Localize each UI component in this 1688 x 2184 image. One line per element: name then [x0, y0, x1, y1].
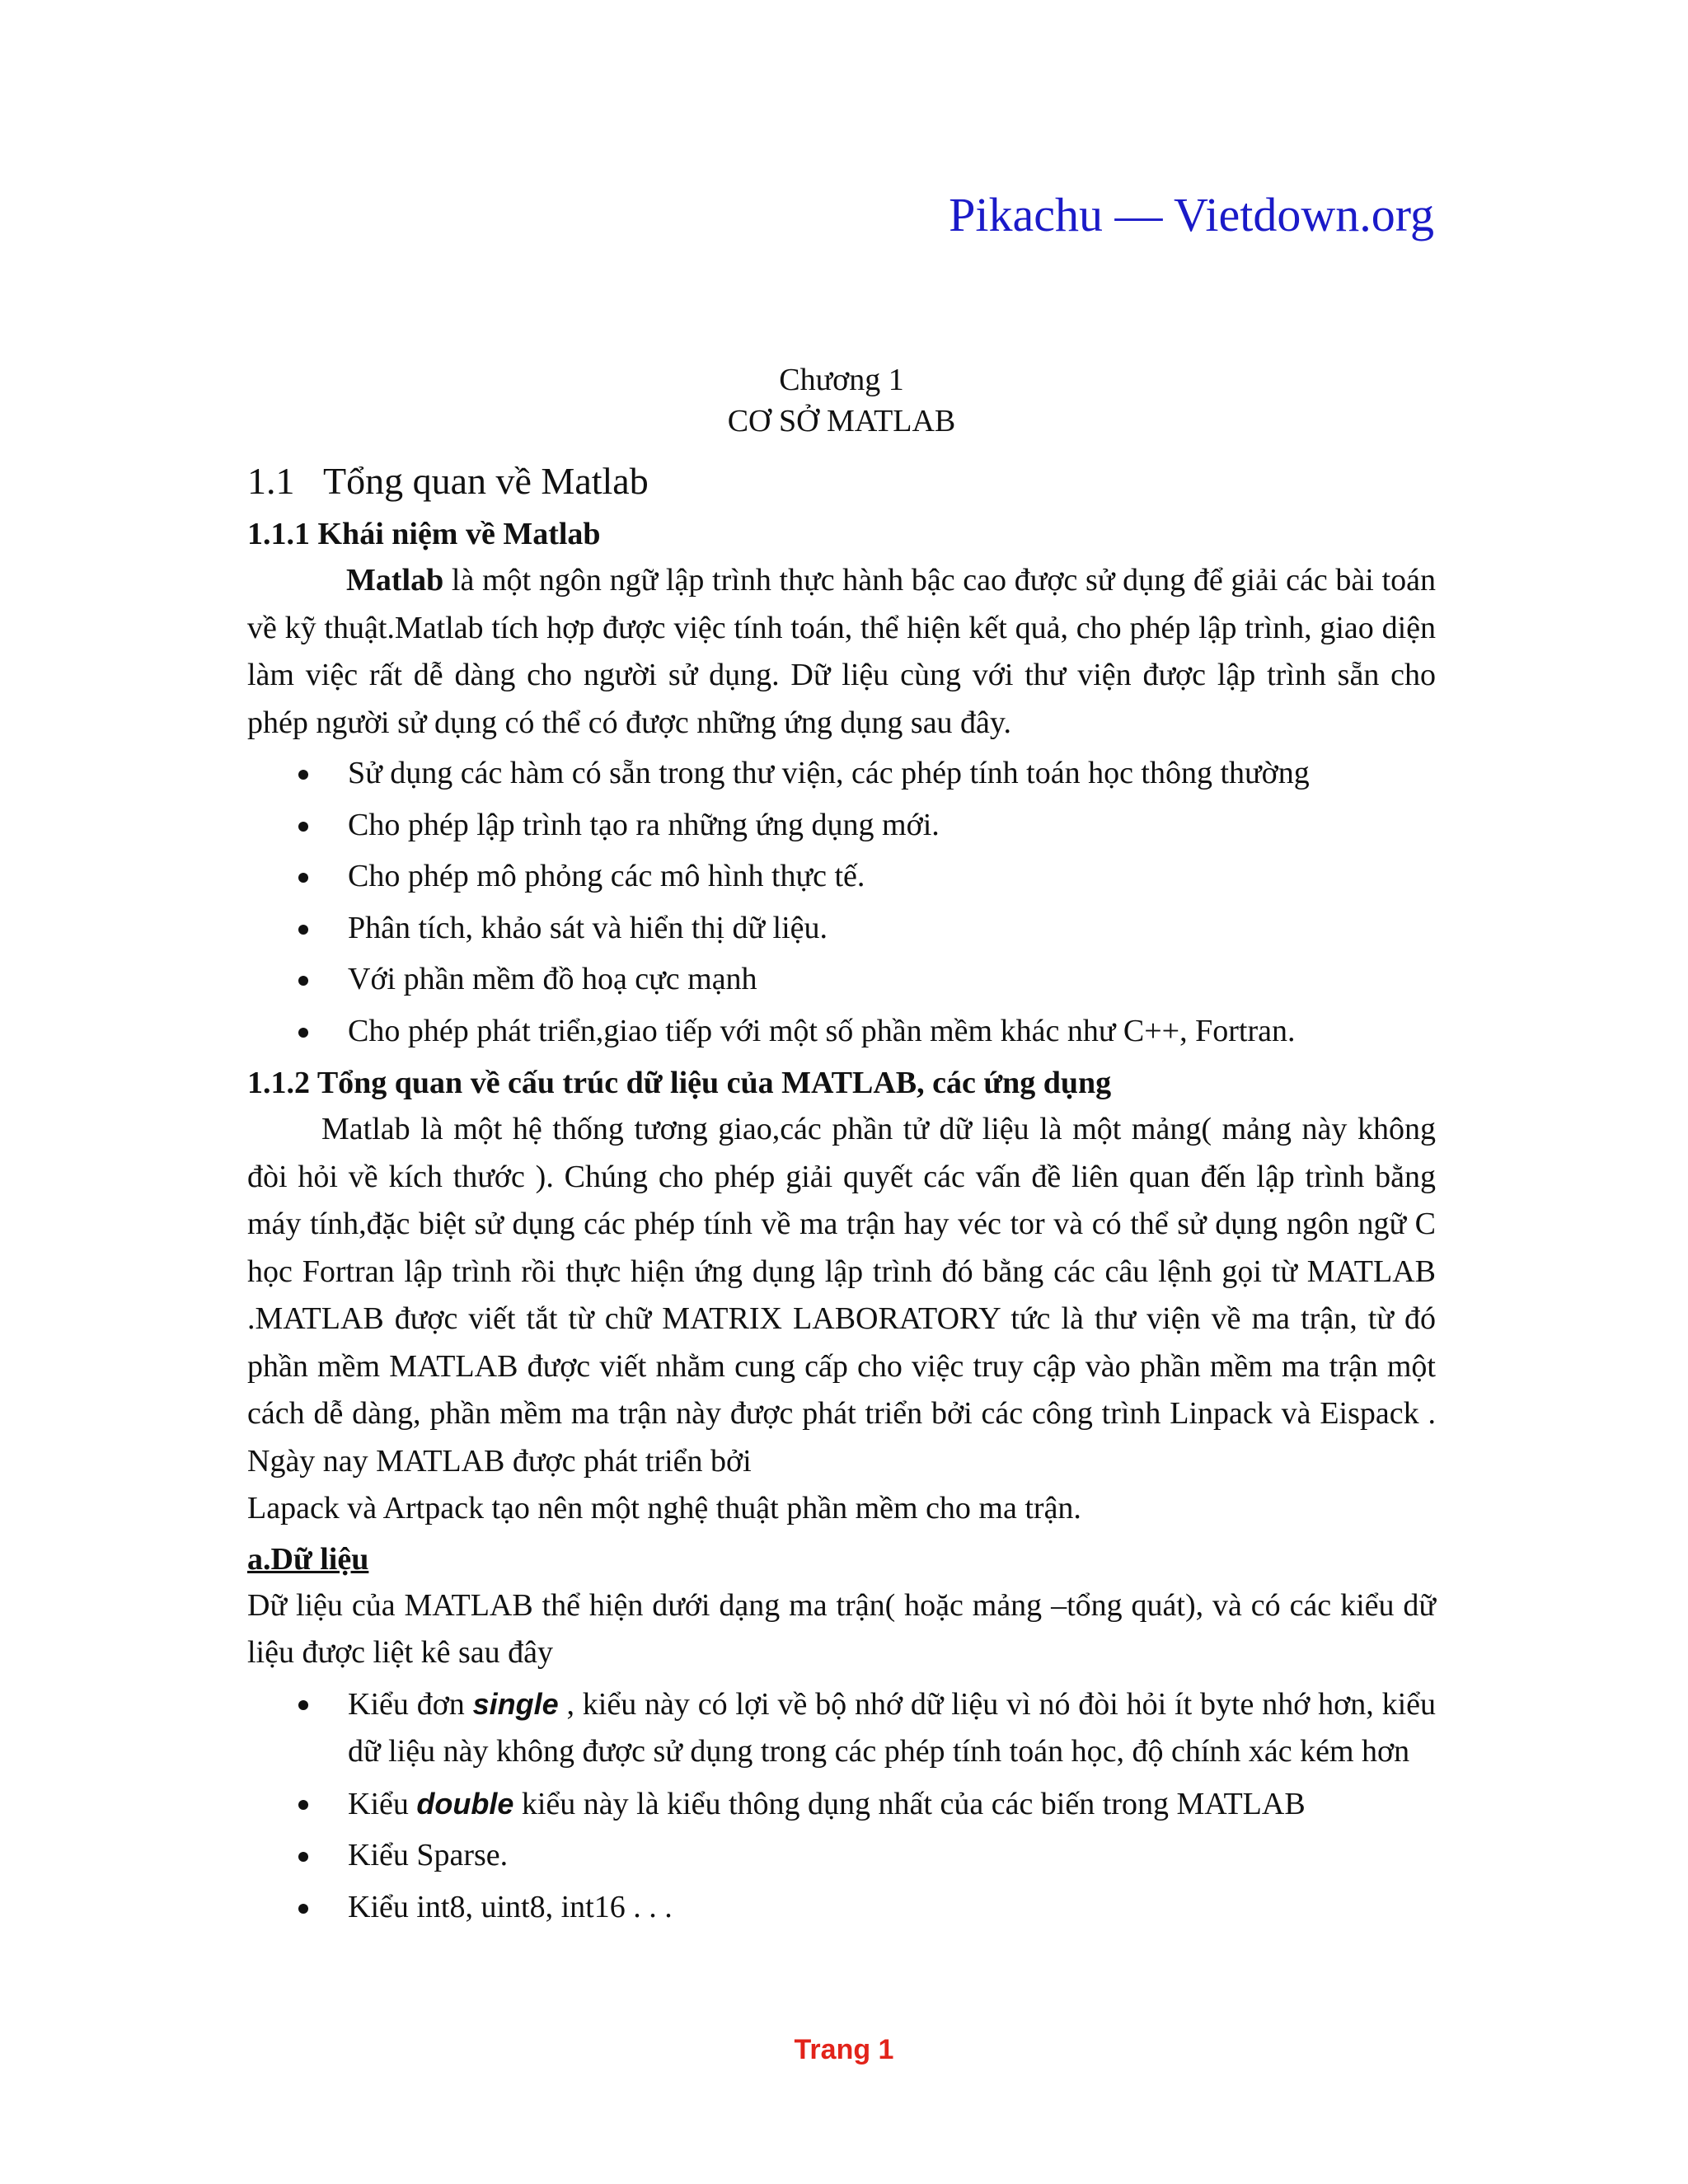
list-item-text: Kiểu đơn	[348, 1686, 473, 1722]
section-number: 1.1	[247, 460, 295, 502]
list-item	[247, 1884, 1436, 1932]
intro-bold-term: Matlab	[346, 563, 444, 598]
bullet-icon	[298, 770, 308, 780]
list-item-text: Phân tích, khảo sát và hiển thị dữ liệu.	[348, 910, 828, 945]
data-types-list	[247, 1680, 1436, 1932]
list-item-text: Kiểu int8, uint8, int16 . . .	[348, 1889, 673, 1924]
list-item-text: Kiểu	[348, 1786, 417, 1821]
list-item	[247, 1832, 1436, 1880]
bullet-icon	[298, 1852, 308, 1862]
list-item	[247, 956, 1436, 1004]
section-heading-1-1	[247, 457, 1436, 506]
bullet-icon	[298, 1904, 308, 1914]
list-item-text: Cho phép mô phỏng các mô hình thực tế.	[348, 859, 865, 893]
list-item	[247, 1680, 1436, 1776]
page-number: Trang 1	[794, 2034, 894, 2065]
data-subheading: a.Dữ liệu	[247, 1541, 369, 1577]
list-item	[247, 802, 1436, 850]
bullet-icon	[298, 873, 308, 883]
type-keyword: double	[416, 1786, 514, 1821]
intro-text: là một ngôn ngữ lập trình thực hành bậc cao được sử dụng để giải các bài toán về kỹ thuật.Matlab tích hợp được việc tính toán, thể hiện kết quả, cho phép lập trình, giao diện làm việc rất dễ dàng cho người sử dụng. Dữ liệu cùng với thư viện được lập trình sẵn cho phép người sử dụng có thể có được những ứng dụng sau đây.	[247, 563, 1436, 740]
list-item-text: kiểu này là kiểu thông dụng nhất của các biến trong MATLAB	[513, 1786, 1306, 1821]
page-content	[247, 359, 1436, 1935]
data-paragraph: Dữ liệu của MATLAB thể hiện dưới dạng ma trận( hoặc mảng –tổng quát), và có các kiểu dữ liệu được liệt kê sau đây	[247, 1587, 1436, 1670]
features-list	[247, 750, 1436, 1055]
list-item-text: , kiểu này có lợi về bộ nhớ dữ liệu vì nó đòi hỏi ít byte nhớ hơn, kiểu dữ liệu này không được sử dụng trong các phép tính toán học, độ chính xác kém hơn	[348, 1686, 1436, 1769]
bullet-icon	[298, 925, 308, 935]
bullet-icon	[298, 1028, 308, 1038]
chapter-number: Chương 1	[779, 363, 904, 397]
bullet-icon	[298, 822, 308, 832]
structure-paragraph: Matlab là một hệ thống tương giao,các phần tử dữ liệu là một mảng( mảng này không đòi hỏi về kích thước ). Chúng cho phép giải quyết các vấn đề liên quan đến lập trình bằng máy tính,đặc biệt sử dụng các phép tính về ma trận hay véc tor và có thể sử dụng ngôn ngữ C học Fortran lập trình rồi thực hiện ứng dụng lập trình đó bằng các câu lệnh gọi từ MATLAB .MATLAB được viết tắt từ chữ MATRIX LABORATORY tức là thư viện về ma trận, từ đó phần mềm MATLAB được viết nhằm cung cấp cho việc truy cập vào phần mềm ma trận một cách dễ dàng, phần mềm ma trận này được phát triển bởi các công trình Linpack và Eispack . Ngày nay MATLAB được phát triển bởi	[247, 1112, 1436, 1479]
list-item-text: Cho phép lập trình tạo ra những ứng dụng mới.	[348, 807, 940, 842]
intro-paragraph	[247, 557, 1436, 747]
bullet-icon	[298, 976, 308, 986]
list-item-text: Sử dụng các hàm có sẵn trong thư viện, các phép tính toán học thông thường	[348, 756, 1310, 790]
bullet-icon	[298, 1700, 308, 1710]
list-item	[247, 905, 1436, 953]
list-item-text: Cho phép phát triển,giao tiếp với một số phần mềm khác như C++, Fortran.	[348, 1013, 1296, 1048]
list-item	[247, 1780, 1436, 1829]
list-item-text: Kiểu Sparse.	[348, 1838, 509, 1872]
list-item-text: Với phần mềm đồ hoạ cực mạnh	[348, 962, 757, 996]
type-keyword: single	[472, 1686, 559, 1721]
list-item	[247, 853, 1436, 901]
list-item	[247, 1008, 1436, 1056]
subsection-heading-1-1-1: 1.1.1 Khái niệm về Matlab	[247, 517, 601, 551]
chapter-title: CƠ SỞ MATLAB	[727, 404, 956, 438]
bullet-icon	[298, 1800, 308, 1810]
site-header: Pikachu — Vietdown.org	[949, 188, 1434, 241]
list-item	[247, 750, 1436, 798]
structure-paragraph-last: Lapack và Artpack tạo nên một nghệ thuật phần mềm cho ma trận.	[247, 1491, 1081, 1526]
subsection-heading-1-1-2: 1.1.2 Tổng quan về cấu trúc dữ liệu của MATLAB, các ứng dụng	[247, 1066, 1112, 1100]
section-title: Tổng quan về Matlab	[323, 460, 649, 502]
